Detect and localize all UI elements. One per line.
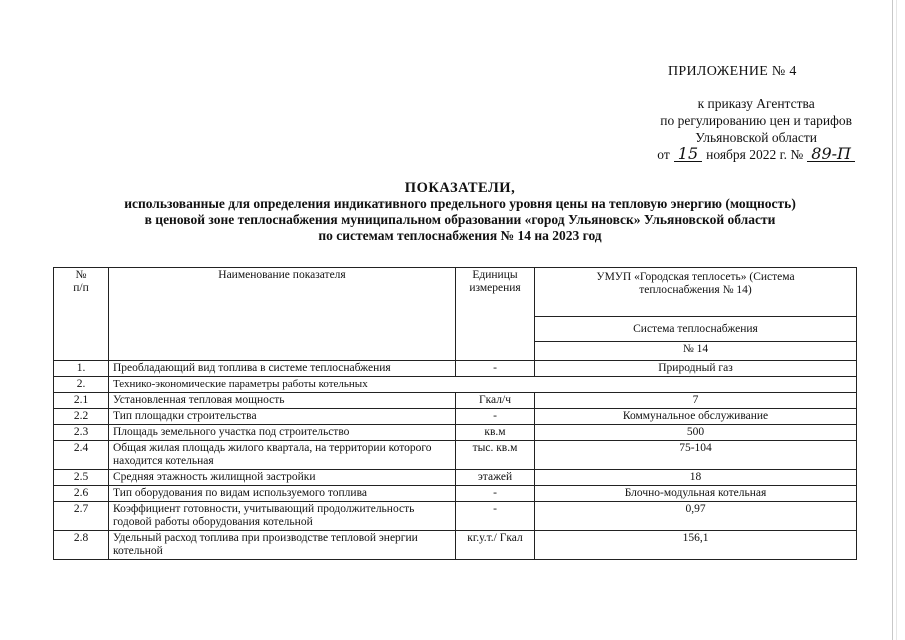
date-rest: ноября 2022 г. № [706, 147, 804, 162]
document-title [60, 180, 860, 244]
table-row [54, 486, 857, 502]
row-num: 2.3 [54, 425, 109, 441]
row-value: Блочно-модульная котельная [535, 486, 857, 502]
appendix-heading: ПРИЛОЖЕНИЕ № 4 [668, 64, 797, 79]
row-value: 18 [535, 470, 857, 486]
section-title: Технико-экономические параметры работы котельных [109, 377, 857, 393]
table-header-row [54, 268, 857, 317]
row-value: Коммунальное обслуживание [535, 409, 857, 425]
row-name: Общая жилая площадь жилого квартала, на территории которого находится котельная [109, 441, 456, 470]
row-num: 2.7 [54, 502, 109, 531]
handwritten-order-number: 89-П [807, 147, 855, 162]
row-name: Удельный расход топлива при производстве тепловой энергии котельной [109, 531, 456, 560]
order-line-2: по регулированию цен и тарифов [660, 113, 852, 128]
handwritten-day: 15 [674, 147, 702, 162]
table-section-row [54, 377, 857, 393]
row-name: Преобладающий вид топлива в системе теплоснабжения [109, 361, 456, 377]
row-unit: тыс. кв.м [456, 441, 535, 470]
row-name: Установленная тепловая мощность [109, 393, 456, 409]
row-name: Средняя этажность жилищной застройки [109, 470, 456, 486]
row-unit: - [456, 361, 535, 377]
header-num: № п/п [54, 268, 109, 361]
row-value: Природный газ [535, 361, 857, 377]
title-line-2: в ценовой зоне теплоснабжения муниципальном образовании «город Ульяновск» Ульяновской области [144, 212, 776, 227]
title-line-3: по системам теплоснабжения № 14 на 2023 год [318, 228, 602, 243]
row-num: 2.5 [54, 470, 109, 486]
row-value: 500 [535, 425, 857, 441]
scan-edge-line-secondary [896, 0, 897, 640]
order-date-line [657, 146, 855, 163]
row-unit: этажей [456, 470, 535, 486]
row-num: 1. [54, 361, 109, 377]
header-system: Система теплоснабжения [535, 317, 857, 342]
header-name: Наименование показателя [109, 268, 456, 361]
header-organization: УМУП «Городская теплосеть» (Система теплоснабжения № 14) [535, 268, 857, 317]
table-row [54, 470, 857, 486]
table-row [54, 531, 857, 560]
row-unit: кв.м [456, 425, 535, 441]
header-unit: Единицы измерения [456, 268, 535, 361]
row-value: 75-104 [535, 441, 857, 470]
row-value: 0,97 [535, 502, 857, 531]
row-unit: - [456, 409, 535, 425]
row-num: 2.6 [54, 486, 109, 502]
title-line-1: использованные для определения индикативного предельного уровня цены на тепловую энергию (мощность) [124, 196, 796, 211]
table-row [54, 393, 857, 409]
row-num: 2.2 [54, 409, 109, 425]
table-row [54, 502, 857, 531]
title-main: ПОКАЗАТЕЛИ, [404, 180, 516, 196]
table-row [54, 425, 857, 441]
header-system-number: № 14 [535, 342, 857, 361]
row-name: Коэффициент готовности, учитывающий продолжительность годовой работы оборудования котельной [109, 502, 456, 531]
row-unit: - [456, 502, 535, 531]
row-num: 2.8 [54, 531, 109, 560]
table-row [54, 441, 857, 470]
indicators-table [53, 267, 857, 560]
row-num: 2. [54, 377, 109, 393]
row-name: Тип площадки строительства [109, 409, 456, 425]
table-row [54, 361, 857, 377]
order-line-3: Ульяновской области [695, 130, 818, 145]
row-num: 2.1 [54, 393, 109, 409]
row-unit: - [456, 486, 535, 502]
scan-edge-line [892, 0, 893, 640]
row-unit: Гкал/ч [456, 393, 535, 409]
row-value: 156,1 [535, 531, 857, 560]
row-name: Площадь земельного участка под строительство [109, 425, 456, 441]
date-prefix: от [657, 147, 670, 162]
row-num: 2.4 [54, 441, 109, 470]
row-unit: кг.у.т./ Гкал [456, 531, 535, 560]
table-row [54, 409, 857, 425]
order-line-1: к приказу Агентства [697, 96, 815, 111]
order-reference [657, 95, 855, 163]
row-value: 7 [535, 393, 857, 409]
row-name: Тип оборудования по видам используемого топлива [109, 486, 456, 502]
